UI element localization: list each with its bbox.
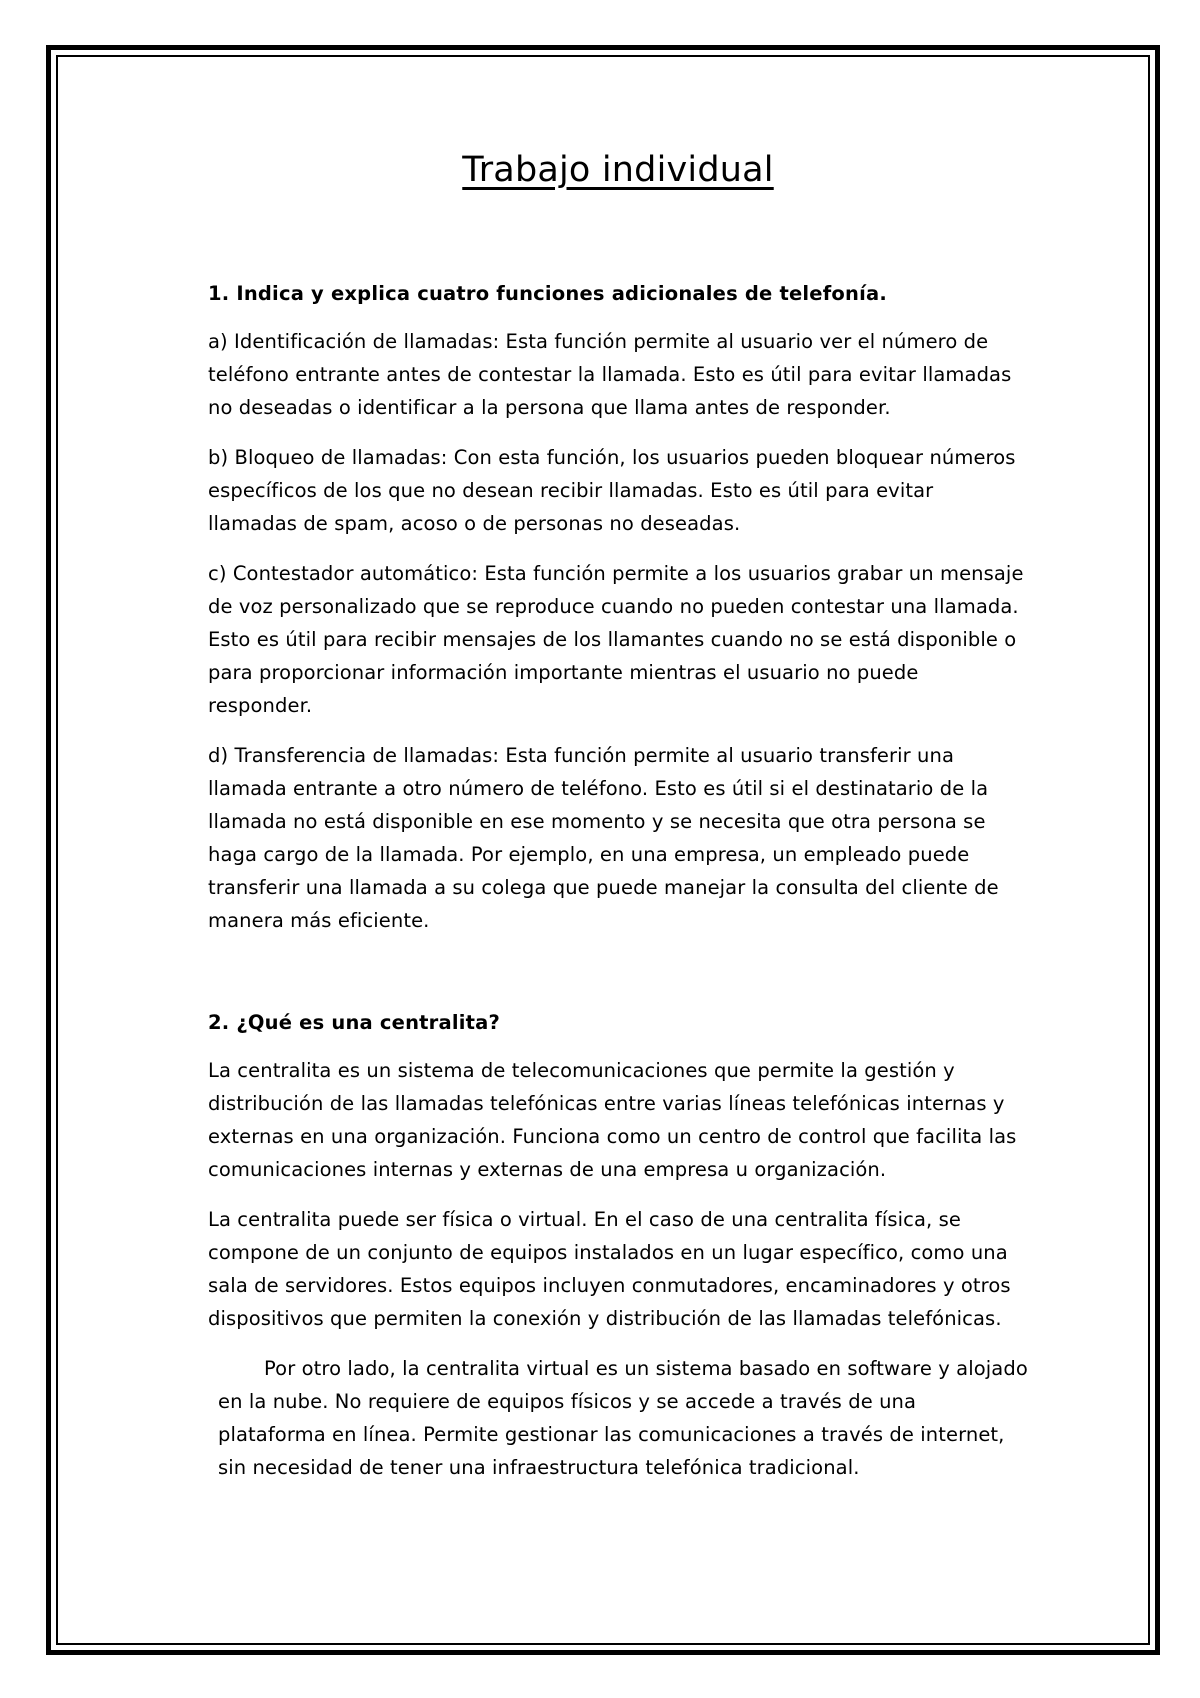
answer-item-d-term: d) Transferencia de llamadas: bbox=[208, 744, 500, 767]
answer-item-c bbox=[208, 557, 1028, 722]
answer-item-c-term: c) Contestador automático: bbox=[208, 562, 479, 585]
page-title: Trabajo individual bbox=[462, 150, 774, 190]
answer-item-a bbox=[208, 325, 1028, 424]
answer-paragraph-3 bbox=[208, 1352, 1028, 1484]
answer-item-b-text: Con esta función, los usuarios pueden bloquear números específicos de los que no desean recibir llamadas. Esto es útil para evitar llamadas de spam, acoso o de personas no deseadas. bbox=[208, 446, 1016, 535]
question-1-heading: 1. Indica y explica cuatro funciones adicionales de telefonía. bbox=[208, 282, 887, 305]
answer-item-d bbox=[208, 739, 1028, 937]
answer-item-b bbox=[208, 441, 1028, 540]
answer-item-d-text: Esta función permite al usuario transferir una llamada entrante a otro número de teléfono. Esto es útil si el destinatario de la llamada no está disponible en ese momento y se necesita que otra persona se haga cargo de la llamada. Por ejemplo, en una empresa, un empleado puede transferir una llamada a su colega que puede manejar la consulta del cliente de manera más eficiente. bbox=[208, 744, 999, 932]
question-2-heading: 2. ¿Qué es una centralita? bbox=[208, 1011, 501, 1034]
answer-item-b-term: b) Bloqueo de llamadas: bbox=[208, 446, 448, 469]
answer-paragraph-1: La centralita es un sistema de telecomunicaciones que permite la gestión y distribución de las llamadas telefónicas entre varias líneas telefónicas internas y externas en una organización. Funciona como un centro de control que facilita las comunicaciones internas y externas de una empresa u organización. bbox=[208, 1059, 1017, 1181]
document-body bbox=[208, 150, 1028, 1501]
answer-item-a-text: Esta función permite al usuario ver el número de teléfono entrante antes de contestar la llamada. Esto es útil para evitar llamadas no deseadas o identificar a la persona que llama antes de responder. bbox=[208, 330, 1012, 419]
answer-paragraph-3-text: Por otro lado, la centralita virtual es un sistema basado en software y alojado en la nube. No requiere de equipos físicos y se accede a través de una plataforma en línea. Permite gestionar las comunicaciones a través de internet, sin necesidad de tener una infraestructura telefónica tradicional. bbox=[218, 1357, 1028, 1479]
question-1-section bbox=[208, 282, 1028, 937]
answer-item-c-text: Esta función permite a los usuarios grabar un mensaje de voz personalizado que se reproduce cuando no pueden contestar una llamada. Esto es útil para recibir mensajes de los llamantes cuando no se está disponible o para proporcionar información importante mientras el usuario no puede responder. bbox=[208, 562, 1024, 717]
question-2-section bbox=[208, 1011, 1028, 1484]
answer-item-a-term: a) Identificación de llamadas: bbox=[208, 330, 500, 353]
answer-paragraph-2: La centralita puede ser física o virtual. En el caso de una centralita física, se compone de un conjunto de equipos instalados en un lugar específico, como una sala de servidores. Estos equipos incluyen conmutadores, encaminadores y otros dispositivos que permiten la conexión y distribución de las llamadas telefónicas. bbox=[208, 1208, 1011, 1330]
